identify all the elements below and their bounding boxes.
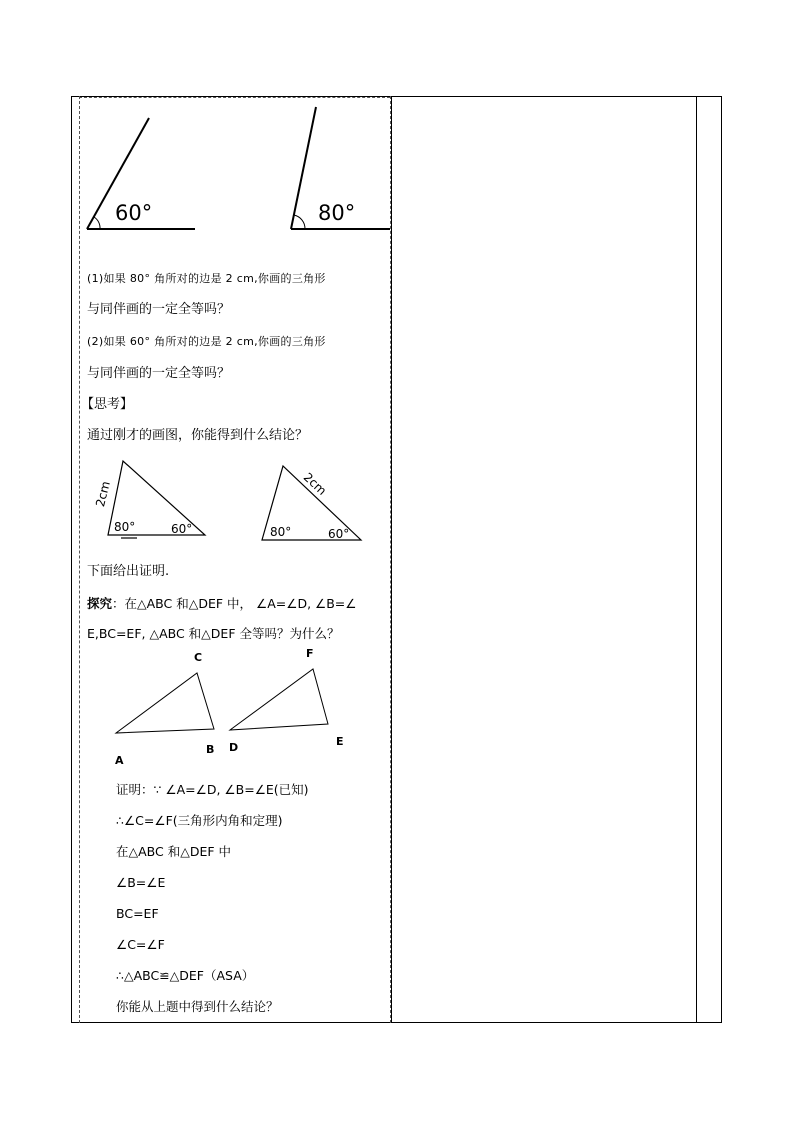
- angle-label-60: 60°: [115, 201, 153, 225]
- think-heading: 【思考】: [81, 397, 134, 412]
- triangle-left-side-label: 2cm: [93, 479, 113, 509]
- angle-label-80: 80°: [318, 201, 356, 225]
- proof-line-1: 证明：∵ ∠A=∠D, ∠B=∠E(已知): [116, 782, 309, 797]
- question-2-line-2: 与同伴画的一定全等吗？: [87, 366, 231, 381]
- vertex-label-a: A: [115, 754, 124, 767]
- vertex-label-c: C: [194, 651, 203, 664]
- proof-line-7: ∴△ABC≌△DEF（ASA）: [116, 968, 255, 983]
- explore-line-1-text: ：在△ABC 和△DEF 中， ∠A=∠D, ∠B=∠: [112, 596, 357, 611]
- proof-line-8: 你能从上题中得到什么结论？: [116, 999, 279, 1014]
- triangle-left-angle-80: 80°: [114, 520, 136, 534]
- triangle-right-angle-60: 60°: [328, 527, 350, 541]
- triangle-left-angle-60: 60°: [171, 522, 193, 536]
- question-2-line-1: (2)如果 60° 角所对的边是 2 cm,你画的三角形: [87, 335, 326, 348]
- triangle-right-side-label: 2cm: [300, 470, 330, 498]
- proof-line-3: 在△ABC 和△DEF 中: [116, 844, 232, 859]
- proof-intro: 下面给出证明.: [87, 564, 170, 579]
- vertex-label-b: B: [206, 743, 215, 756]
- proof-line-4: ∠B=∠E: [116, 875, 166, 890]
- triangle-abc: [116, 673, 214, 733]
- proof-line-2: ∴∠C=∠F(三角形内角和定理): [116, 813, 283, 828]
- vertex-label-d: D: [229, 741, 239, 754]
- vertex-label-e: E: [336, 735, 344, 748]
- vertex-label-f: F: [306, 647, 314, 660]
- explore-label: 探究: [87, 596, 113, 611]
- question-1-line-2: 与同伴画的一定全等吗？: [87, 302, 231, 317]
- proof-line-6: ∠C=∠F: [116, 937, 165, 952]
- triangle-right-angle-80: 80°: [270, 525, 292, 539]
- proof-line-5: BC=EF: [116, 906, 159, 921]
- think-prompt: 通过刚才的画图，你能得到什么结论？: [87, 428, 309, 443]
- triangle-def: [230, 669, 328, 730]
- question-1-line-1: (1)如果 80° 角所对的边是 2 cm,你画的三角形: [87, 272, 326, 285]
- explore-line-2: E,BC=EF, △ABC 和△DEF 全等吗？为什么？: [87, 626, 340, 641]
- explore-line-1: [87, 596, 356, 612]
